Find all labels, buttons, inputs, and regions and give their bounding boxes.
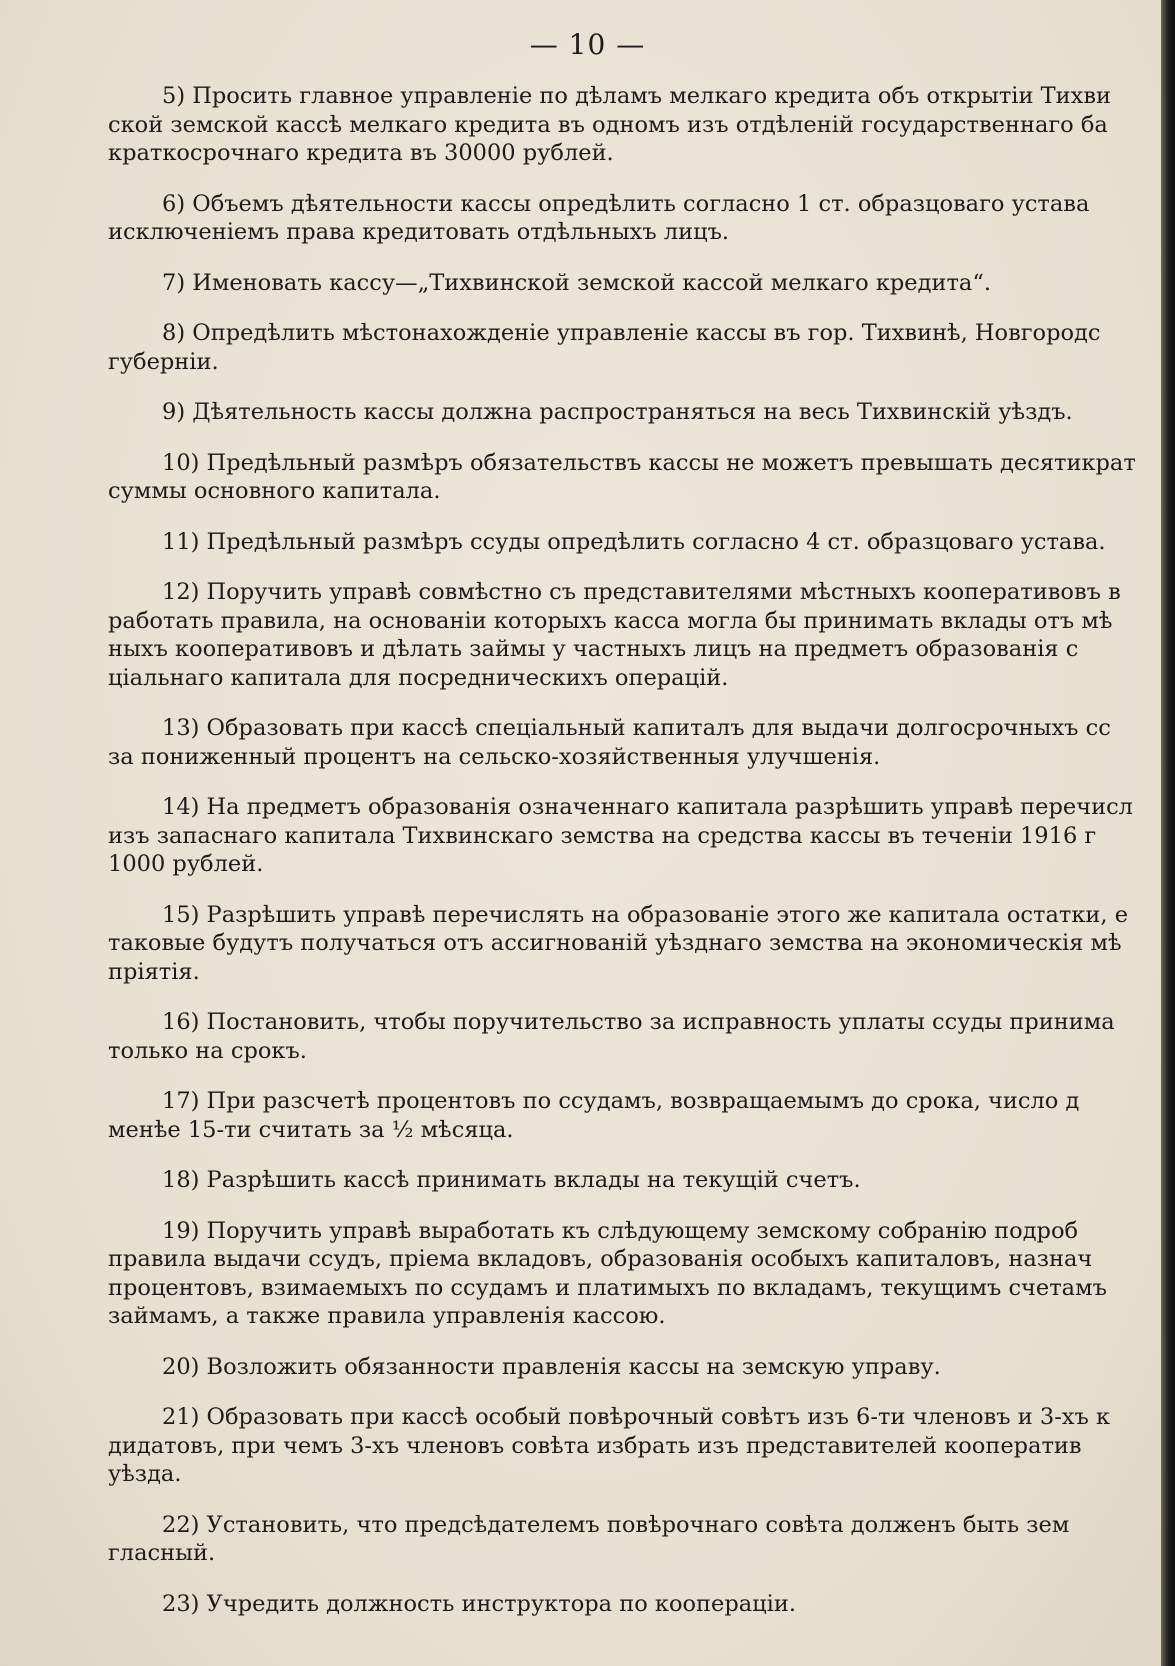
text-line: за пониженный процентъ на сельско-хозяйственныя улучшенія. — [108, 743, 881, 770]
text-line: правила выдачи ссудъ, пріема вкладовъ, образованія особыхъ капиталовъ, назнач — [108, 1246, 1093, 1272]
text-line: исключеніемъ права кредитовать отдѣльныхъ лицъ. — [108, 219, 730, 245]
resolution-item — [108, 1590, 1160, 1619]
resolution-item — [108, 793, 1160, 879]
text-line: 7) Именовать кассу—„Тихвинской земской кассой мелкаго кредита“. — [162, 269, 991, 296]
text-line: дидатовъ, при чемъ 3-хъ членовъ совѣта избрать изъ представителей кооператив — [108, 1432, 1082, 1459]
text-line: 20) Возложить обязанности правленія кассы на земскую управу. — [162, 1353, 941, 1380]
text-line: 5) Просить главное управленіе по дѣламъ мелкаго кредита объ открытіи Тихви — [162, 83, 1112, 109]
text-line: 21) Образовать при кассѣ особый повѣрочный совѣтъ изъ 6-ти членовъ и 3-хъ к — [162, 1404, 1111, 1430]
text-line: 19) Поручить управѣ выработать къ слѣдующему земскому собранію подроб — [162, 1217, 1079, 1244]
text-line: 23) Учредить должность инструктора по коопераціи. — [162, 1590, 796, 1617]
text-line: краткосрочнаго кредита въ 30000 рублей. — [108, 140, 614, 166]
book-spine-shadow — [1161, 0, 1175, 1666]
text-line: только на срокъ. — [108, 1037, 307, 1064]
text-line: работать правила, на основаніи которыхъ касса могла бы принимать вклады отъ мѣ — [108, 607, 1113, 634]
text-line: 18) Разрѣшить кассѣ принимать вклады на текущій счетъ. — [162, 1167, 861, 1193]
text-line: изъ запаснаго капитала Тихвинскаго земства на средства кассы въ теченіи 1916 г — [108, 822, 1097, 849]
page-number: — 10 — — [529, 28, 646, 61]
text-line: 17) При разсчетѣ процентовъ по ссудамъ, возвращаемымъ до срока, число д — [162, 1088, 1080, 1114]
resolution-item — [108, 319, 1160, 376]
resolution-item — [108, 578, 1160, 692]
resolution-item — [108, 1166, 1160, 1195]
text-line: менѣе 15-ти считать за ½ мѣсяца. — [108, 1116, 514, 1143]
text-line: таковые будутъ получаться отъ ассигнованій уѣзднаго земства на экономическія мѣ — [108, 930, 1122, 956]
text-line: займамъ, а также правила управленія кассою. — [108, 1303, 666, 1329]
text-line: 10) Предѣльный размѣръ обязательствъ кассы не можетъ превышать десятикрат — [162, 449, 1136, 476]
resolution-item — [108, 1403, 1160, 1489]
text-line: 15) Разрѣшить управѣ перечислять на образованіе этого же капитала остатки, е — [162, 901, 1129, 928]
resolution-item — [108, 1511, 1160, 1568]
resolution-item — [108, 190, 1160, 247]
resolution-item — [108, 1008, 1160, 1065]
resolution-item — [108, 82, 1160, 168]
text-line: 9) Дѣятельность кассы должна распространяться на весь Тихвинскій уѣздъ. — [162, 399, 1073, 425]
text-line: суммы основного капитала. — [108, 478, 441, 504]
text-line: ныхъ кооперативовъ и дѣлать займы у частныхъ лицъ на предметъ образованія с — [108, 636, 1079, 662]
resolution-item — [108, 449, 1160, 506]
text-line: 22) Установить, что предсѣдателемъ повѣрочнаго совѣта долженъ быть зем — [162, 1511, 1070, 1538]
text-line: 11) Предѣльный размѣръ ссуды опредѣлить согласно 4 ст. образцоваго устава. — [162, 528, 1106, 555]
text-line: 16) Постановить, чтобы поручительство за исправность уплаты ссуды принима — [162, 1009, 1115, 1035]
text-line: 12) Поручить управѣ совмѣстно съ представителями мѣстныхъ кооперативовъ в — [162, 579, 1121, 605]
resolution-item — [108, 1353, 1160, 1382]
text-line: гласный. — [108, 1540, 216, 1566]
text-line: ской земской кассѣ мелкаго кредита въ одномъ изъ отдѣленій государственнаго ба — [108, 111, 1108, 138]
resolution-text — [108, 82, 1160, 1640]
resolution-item — [108, 528, 1160, 557]
resolution-item — [108, 901, 1160, 987]
text-line: процентовъ, взимаемыхъ по ссудамъ и платимыхъ по вкладамъ, текущимъ счетамъ — [108, 1274, 1107, 1301]
text-line: 8) Опредѣлить мѣстонахожденіе управленіе кассы въ гор. Тихвинѣ, Новгородс — [162, 320, 1101, 346]
text-line: пріятія. — [108, 958, 200, 985]
text-line: 13) Образовать при кассѣ спеціальный капиталъ для выдачи долгосрочныхъ сс — [162, 715, 1111, 741]
text-line: ціальнаго капитала для посредническихъ операцій. — [108, 664, 729, 691]
text-line: 1000 рублей. — [108, 851, 264, 877]
text-line: губерніи. — [108, 348, 219, 375]
text-line: уѣзда. — [108, 1461, 182, 1487]
resolution-item — [108, 269, 1160, 298]
resolution-item — [108, 1087, 1160, 1144]
resolution-item — [108, 714, 1160, 771]
resolution-item — [108, 398, 1160, 427]
text-line: 14) На предметъ образованія означеннаго капитала разрѣшить управѣ перечисл — [162, 794, 1133, 820]
text-line: 6) Объемъ дѣятельности кассы опредѣлить согласно 1 ст. образцоваго устава — [162, 190, 1090, 217]
resolution-item — [108, 1217, 1160, 1331]
